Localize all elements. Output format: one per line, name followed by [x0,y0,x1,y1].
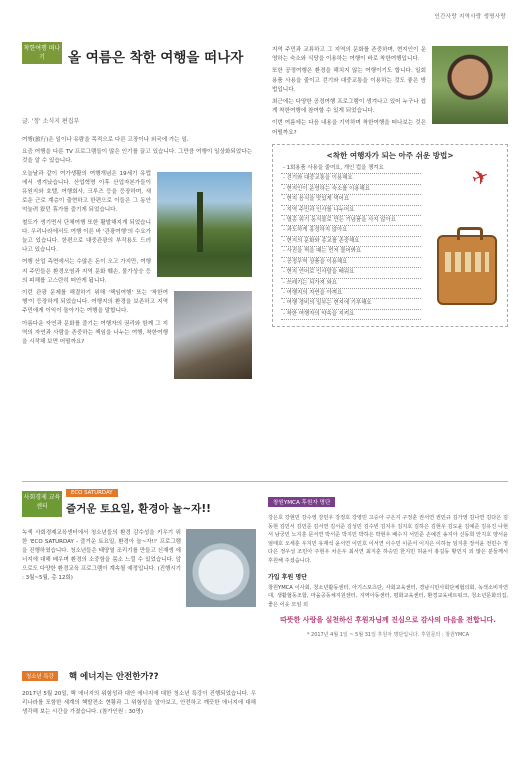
travel-photo-girl [432,46,508,124]
section-badge: 사회경제 교육센터 [22,491,62,517]
paragraph: 여행(旅行)은 일이나 유람을 목적으로 다른 고장이나 외국에 가는 일. [22,137,189,143]
solar-cooker-photo [186,529,256,607]
paragraph: 이런 관광 문제를 해결하기 위해 '책임여행' 또는 '착한여행'이 등장하게 되었습니다. 여행지의 환경을 보존하고 지역 주민에게 이익이 돌아가는 여행을 말합니다. [22,290,168,315]
tip-item: - 현지 언어로 인사말을 배워요 [281,268,421,278]
article-author: 글. '정' 소식지 편집부 [22,118,80,125]
right-column [272,46,508,327]
donor-list: 강은호 강현민 강수영 강민우 강정호 강영민 고승아 구은지 구정훈 권서연 권민규 김가영 김나연 김다은 김동현 김민서 김민준 김서연 김서준 김성민 김수빈 김지우 김지호 김하은 김현우 김도윤 김예준 김유진 나현서 남궁민 노지훈 문서연 박서준 박지민 박하은 박현우 배수지 서민준 손예진 송지아 신동희 안지호 양서윤 엄태호 오세훈 우지민 유재석 윤서연 이민호 이서연 이수민 이준서 이지은 이하늘 임지훈 장서윤 전민수 정다은 정우성 조민아 주현우 차은우 최서연 최지훈 하승민 한지민 허윤서 홍길동 황민지 외 많은 분들께서 후원해 주셨습니다. [268,515,508,564]
thank-you-message: 따뜻한 사랑을 실천하신 후원자님께 진심으로 감사의 마음을 전합니다. [280,616,496,625]
tip-item: - 착한 여행자의 약속을 지켜요 [281,310,421,320]
section-text: 녹색 사회경제교육센터에서 청소년들의 환경 감수성을 키우기 위한 'ECO SATURDAY - 즐거운 토요일, 환경아 놀~자!!' 프로그램을 진행하였습니다. 청소년들은 태양열 조리기를 만들고 신재생 에너지에 대해 배우며 환경의 소중함을 몸소 느낄 수 있었습니다. 앞으로도 다양한 환경교육 프로그램이 계속될 예정입니다. (진행시기 : 3월~5월, 총 12회) [22,530,181,582]
section-divider [22,481,508,482]
donor-groups: 창원YMCA 이사회, 청소년활동센터, 아기스포츠단, 사회교육센터, 경남시민사회단체협의회, 녹색소비자연대, 생활협동조합, 마을공동체지원센터, 지역아동센터, 평화교육센터, 환경교육네트워크, 청소년문화의집, 좋은 이웃 모임 외 [268,584,508,608]
lecture-subsection [22,665,256,717]
paragraph: 지역 주민과 교류하고 그 지역의 문화를 존중하며, 현지인이 운영하는 숙소와 식당을 이용하는 여행이 바로 착한여행입니다. [272,47,426,63]
airplane-icon: ✈ [468,162,493,192]
donor-tag: 창원YMCA 후원자 명단 [268,497,335,507]
paragraph: 최근에는 다양한 공정여행 프로그램이 생겨나고 있어 누구나 쉽게 착한여행에 참여할 수 있게 되었습니다. [272,99,426,115]
tips-title: <착한 여행자가 되는 아주 쉬운 방법> [326,150,454,160]
article-title: 올 여름은 착한 여행을 떠나자 [68,50,244,66]
travel-photo-tree [157,172,252,277]
tip-item: - 현지인이 운영하는 숙소를 이용해요 [281,185,421,195]
donor-groups-title: 가입 후원 명단 [268,573,307,581]
tip-item: - 여행지의 자연을 아껴요 [281,289,421,299]
paragraph: 이번 여름에는 다음 내용을 기억하며 착한여행을 떠나보는 것은 어떨까요? [272,120,426,136]
tip-item: - 사진을 찍을 때는 먼저 물어봐요 [281,247,421,257]
tip-item: - 공정무역 상품을 이용해요 [281,258,421,268]
tip-item: - 현지의 문화와 종교를 존중해요 [281,237,421,247]
tip-item: - 과도하게 흥정하지 않아요 [281,226,421,236]
main-article [22,36,508,346]
page-header: 인간사랑 지역사랑 생명사랑 [434,14,506,20]
donor-note: * 2017년 4월 1일 ~ 5월 31일 후원자 명단입니다. 후원문의 : 창원YMCA [306,632,470,639]
category-badge: 착한여행 떠나기 [22,42,62,64]
paragraph: 또한 공정여행은 환경을 해치지 않는 여행이기도 합니다. 일회용품 사용을 줄이고 걷기와 대중교통을 이용하는 것도 좋은 방법입니다. [272,68,426,93]
paragraph: 철도가 생기면서 단체여행 또한 활발해지게 되었습니다. 우리나라에서도 여행 이른 바 '관광여행'의 수요가 늘고 있습니다. 한편으로 대중관광의 부작용도 드러나고 있습니다. [22,219,151,254]
program-tag: ECO SATURDAY [66,489,118,497]
paragraph: 여행 산업 측면에서는 수많은 돈이 오고 가지만, 여행지 주민들은 환경오염과 지역 문화 훼손, 물가상승 등의 피해를 고스란히 떠안게 됩니다. [22,259,151,284]
tip-item: - 여행 경비의 일부는 현지에 기부해요 [281,299,421,309]
section-body [22,529,256,610]
section-title: 즐거운 토요일, 환경아 놀~자!! [66,503,211,515]
travel-photo-market [174,291,252,379]
paragraph: 오늘날과 같이 여가생활의 여행개념은 19세기 유럽에서 생겨났습니다. 산업혁명 이후 산업자본가들이 유원지와 호텔, 여행회사, 크루즈 등을 등장하며, 새로운 근로 계층이 출현하고 한편으로 이들은 그 동안 억눌려 왔던 휴가를 즐기게 되었습니다. [22,170,151,214]
lecture-title: 핵 에너지는 안전한가?? [68,671,159,682]
donor-section [268,489,508,638]
left-column [22,136,252,383]
paragraph: 요즘 여행을 다룬 TV 프로그램들이 많은 인기를 끌고 있습니다. 그만큼 여행이 일상화되었다는 것을 알 수 있습니다. [22,149,252,165]
tip-item: - 1회용품 사용을 줄여요, 개인 컵을 챙겨요 [281,164,421,174]
lecture-tag: 청소년 특강 [22,671,58,681]
paragraph: 아름다운 자연과 문화를 즐기는 여행자의 권리와 함께 그 지역의 자연과 사람을 존중하는 책임을 나누는 여행, 착한여행을 시작해 보면 어떨까요? [22,320,168,346]
suitcase-icon [437,235,497,305]
tips-box [272,144,508,327]
tip-item: - 걷기와 대중교통을 이용해요 [281,174,421,184]
tip-item: - 지역 주민과 인사를 나누어요 [281,206,421,216]
lecture-body: 2017년 5월 20일, 핵 에너지의 위험성과 대안 에너지에 대한 청소년 특강이 진행되었습니다. 우리나라를 포함한 세계의 핵발전소 현황과 그 위험성을 알아보고, 안전하고 깨끗한 에너지에 대해 생각해 보는 시간을 가졌습니다. (참가인원 : 30명) [22,691,256,716]
tip-item: - 현지 음식을 맛있게 먹어요 [281,195,421,205]
tip-item: - 쓰레기는 되가져 와요 [281,279,421,289]
tip-item: - 멸종 위기 동식물로 만든 기념품을 사지 않아요 [281,216,421,226]
